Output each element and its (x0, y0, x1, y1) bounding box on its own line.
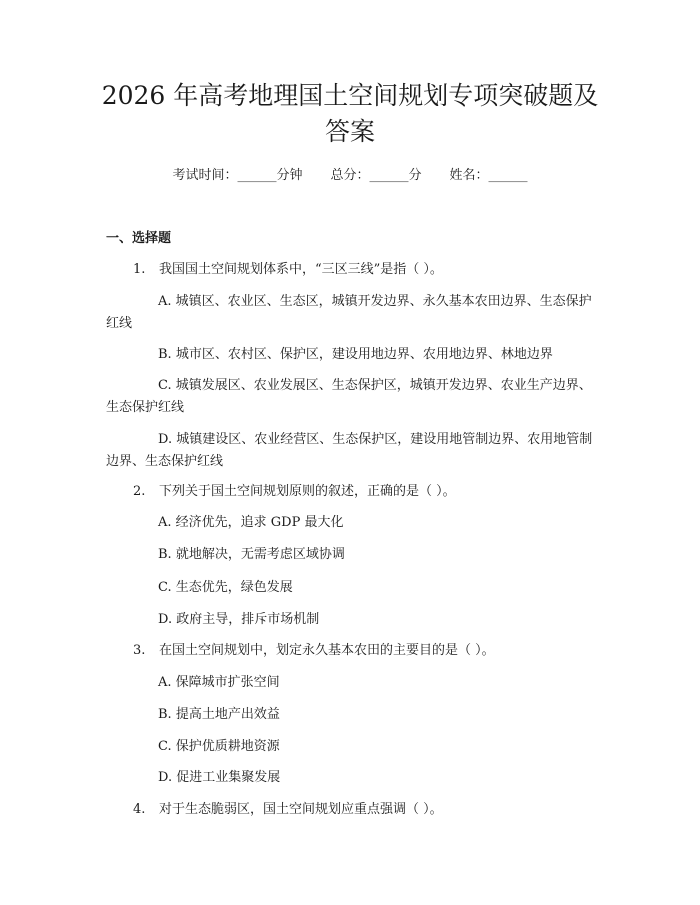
question-number: 1. (133, 262, 146, 277)
question-number: 4. (133, 802, 146, 817)
question-text: 对于生态脆弱区，国土空间规划应重点强调（ ）。 (159, 802, 443, 817)
question-2 (133, 482, 603, 502)
question-1-option-c: C. 城镇发展区、农业发展区、生态保护区，城镇开发边界、农业生产边界、生态保护红线 (106, 378, 592, 415)
question-3-option-c: C. 保护优质耕地资源 (158, 739, 280, 754)
question-3-option-b: B. 提高土地产出效益 (158, 707, 280, 722)
question-1 (133, 260, 603, 280)
question-2-option-b: B. 就地解决，无需考虑区域协调 (158, 547, 345, 562)
exam-meta (0, 166, 700, 186)
name-field: 姓名：______ (449, 168, 528, 183)
question-text: 下列关于国土空间规划原则的叙述，正确的是（ ）。 (159, 484, 456, 499)
question-2-option-d: D. 政府主导，排斥市场机制 (158, 612, 320, 627)
section-heading: 一、选择题 (106, 231, 172, 246)
question-1-option-d: D. 城镇建设区、农业经营区、生态保护区，建设用地管制边界、农用地管制边界、生态保护红线 (106, 432, 593, 469)
total-score-field: 总分：______分 (330, 168, 422, 183)
question-2-option-c: C. 生态优先，绿色发展 (158, 580, 293, 595)
question-2-option-a: A. 经济优先，追求 GDP 最大化 (158, 515, 344, 530)
exam-time-field: 考试时间：______分钟 (172, 168, 303, 183)
question-3-option-d: D. 促进工业集聚发展 (158, 770, 281, 785)
question-1-option-a: A. 城镇区、农业区、生态区，城镇开发边界、永久基本农田边界、生态保护红线 (106, 294, 592, 331)
question-number: 2. (133, 484, 146, 499)
question-3 (133, 641, 603, 661)
question-1-option-b: B. 城市区、农村区、保护区，建设用地边界、农用地边界、林地边界 (158, 347, 553, 362)
question-text: 我国国土空间规划体系中，“三区三线”是指（ ）。 (159, 262, 443, 277)
question-4 (133, 800, 603, 820)
question-3-option-a: A. 保障城市扩张空间 (158, 675, 280, 690)
question-text: 在国土空间规划中，划定永久基本农田的主要目的是（ ）。 (159, 643, 495, 658)
document-title: 2026 年高考地理国土空间规划专项突破题及答案 (101, 81, 599, 146)
question-number: 3. (133, 643, 146, 658)
